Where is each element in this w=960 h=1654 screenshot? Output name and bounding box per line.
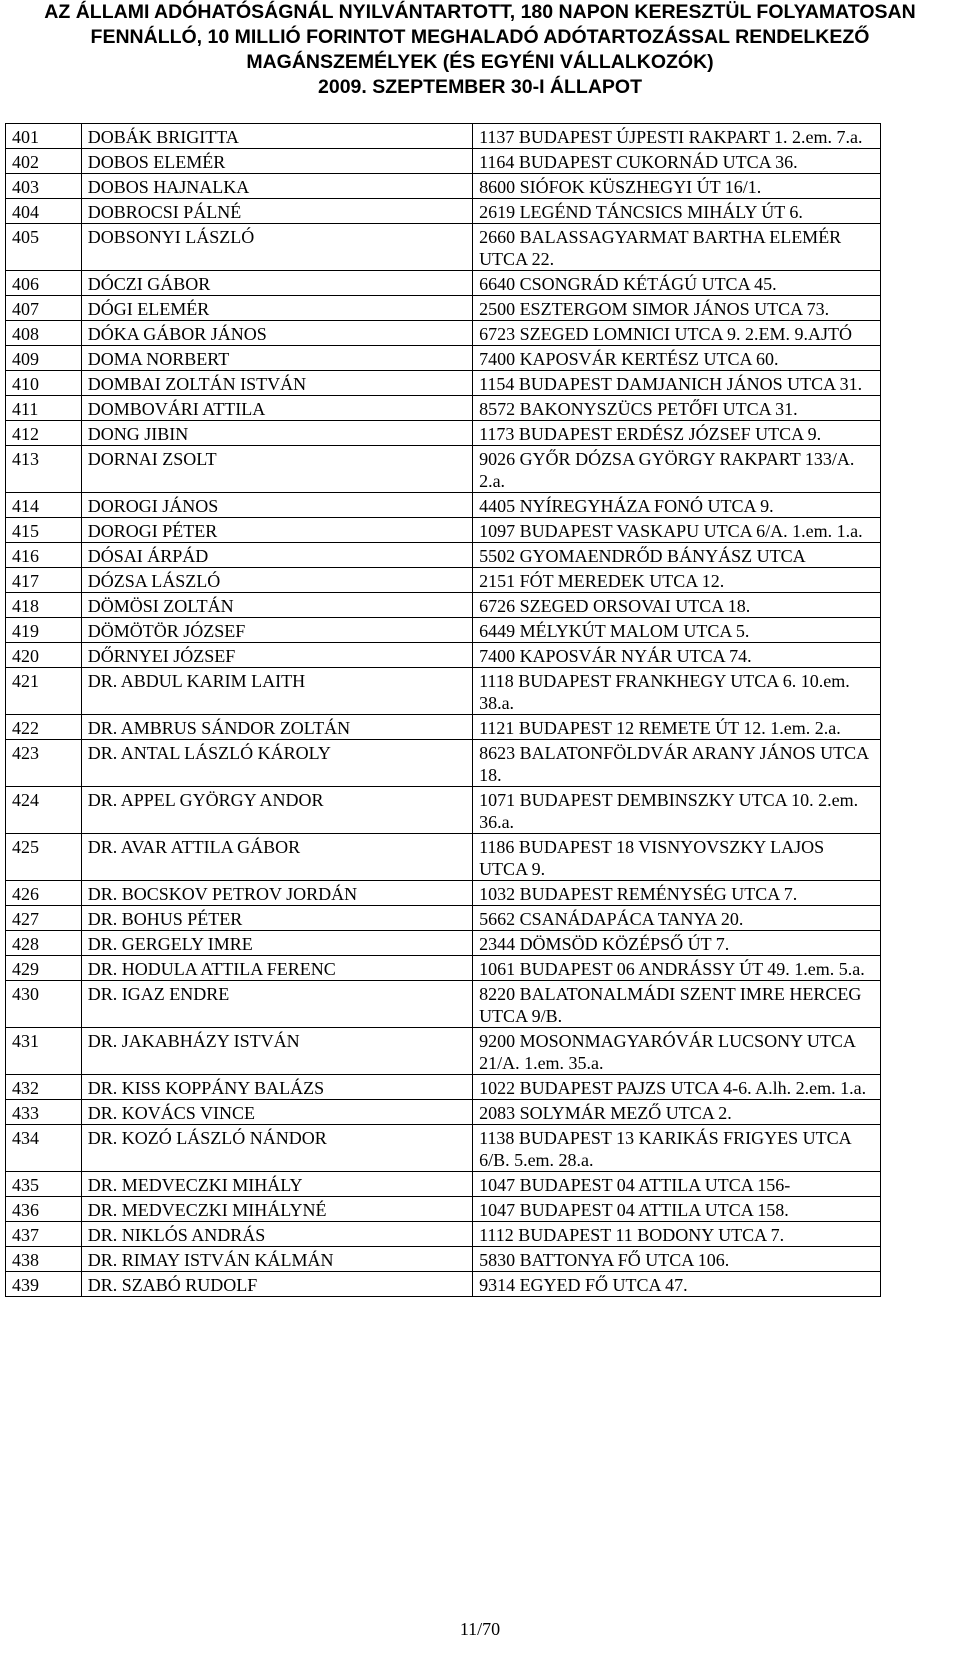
row-number: 419	[6, 618, 82, 643]
row-number: 407	[6, 296, 82, 321]
taxpayer-address: 2083 SOLYMÁR MEZŐ UTCA 2.	[473, 1100, 881, 1125]
taxpayer-address: 8623 BALATONFÖLDVÁR ARANY JÁNOS UTCA 18.	[473, 740, 881, 787]
header-line-1: AZ ÁLLAMI ADÓHATÓSÁGNÁL NYILVÁNTARTOTT, 180 NAPON KERESZTÜL FOLYAMATOSAN	[44, 1, 916, 23]
taxpayer-address: 1186 BUDAPEST 18 VISNYOVSZKY LAJOS UTCA 9.	[473, 834, 881, 881]
row-number: 417	[6, 568, 82, 593]
table-row	[6, 593, 881, 618]
row-number: 438	[6, 1247, 82, 1272]
table-row	[6, 1075, 881, 1100]
row-number: 404	[6, 199, 82, 224]
table-row	[6, 1172, 881, 1197]
table-row	[6, 834, 881, 881]
row-number: 423	[6, 740, 82, 787]
taxpayer-address: 8572 BAKONYSZÜCS PETŐFI UTCA 31.	[473, 396, 881, 421]
row-number: 435	[6, 1172, 82, 1197]
taxpayer-address: 1121 BUDAPEST 12 REMETE ÚT 12. 1.em. 2.a.	[473, 715, 881, 740]
table-row	[6, 271, 881, 296]
table-row	[6, 124, 881, 149]
table-row	[6, 174, 881, 199]
header-line-4: 2009. SZEPTEMBER 30-I ÁLLAPOT	[318, 76, 642, 98]
taxpayer-name: DORNAI ZSOLT	[81, 446, 472, 493]
taxpayer-address: 9314 EGYED FŐ UTCA 47.	[473, 1272, 881, 1297]
taxpayer-name: DR. AVAR ATTILA GÁBOR	[81, 834, 472, 881]
row-number: 432	[6, 1075, 82, 1100]
row-number: 413	[6, 446, 82, 493]
taxpayer-address: 1071 BUDAPEST DEMBINSZKY UTCA 10. 2.em. 36.a.	[473, 787, 881, 834]
table-row	[6, 296, 881, 321]
taxpayer-name: DR. GERGELY IMRE	[81, 931, 472, 956]
table-row	[6, 981, 881, 1028]
table-row	[6, 643, 881, 668]
taxpayer-name: DÓSAI ÁRPÁD	[81, 543, 472, 568]
taxpayer-name: DONG JIBIN	[81, 421, 472, 446]
taxpayer-address: 1154 BUDAPEST DAMJANICH JÁNOS UTCA 31.	[473, 371, 881, 396]
taxpayer-address: 6640 CSONGRÁD KÉTÁGÚ UTCA 45.	[473, 271, 881, 296]
table-row	[6, 371, 881, 396]
row-number: 403	[6, 174, 82, 199]
table-row	[6, 906, 881, 931]
row-number: 430	[6, 981, 82, 1028]
row-number: 414	[6, 493, 82, 518]
row-number: 410	[6, 371, 82, 396]
taxpayer-address: 1164 BUDAPEST CUKORNÁD UTCA 36.	[473, 149, 881, 174]
table-row	[6, 668, 881, 715]
row-number: 429	[6, 956, 82, 981]
taxpayer-name: DR. JAKABHÁZY ISTVÁN	[81, 1028, 472, 1075]
taxpayer-name: DÓGI ELEMÉR	[81, 296, 472, 321]
table-row	[6, 618, 881, 643]
table-row	[6, 1028, 881, 1075]
row-number: 428	[6, 931, 82, 956]
row-number: 431	[6, 1028, 82, 1075]
taxpayer-name: DOBOS HAJNALKA	[81, 174, 472, 199]
taxpayer-address: 8220 BALATONALMÁDI SZENT IMRE HERCEG UTCA 9/B.	[473, 981, 881, 1028]
taxpayer-name: DÖMÖSI ZOLTÁN	[81, 593, 472, 618]
table-row	[6, 396, 881, 421]
taxpayer-address: 4405 NYÍREGYHÁZA FONÓ UTCA 9.	[473, 493, 881, 518]
taxpayer-address: 2151 FÓT MEREDEK UTCA 12.	[473, 568, 881, 593]
taxpayer-name: DOMA NORBERT	[81, 346, 472, 371]
table-row	[6, 446, 881, 493]
taxpayer-name: DR. KOZÓ LÁSZLÓ NÁNDOR	[81, 1125, 472, 1172]
taxpayer-name: DR. KOVÁCS VINCE	[81, 1100, 472, 1125]
debtor-table	[5, 123, 881, 1297]
row-number: 434	[6, 1125, 82, 1172]
taxpayer-name: DR. NIKLÓS ANDRÁS	[81, 1222, 472, 1247]
taxpayer-address: 2660 BALASSAGYARMAT BARTHA ELEMÉR UTCA 22.	[473, 224, 881, 271]
taxpayer-name: DR. APPEL GYÖRGY ANDOR	[81, 787, 472, 834]
table-row	[6, 421, 881, 446]
row-number: 409	[6, 346, 82, 371]
row-number: 401	[6, 124, 82, 149]
row-number: 415	[6, 518, 82, 543]
taxpayer-name: DOMBOVÁRI ATTILA	[81, 396, 472, 421]
taxpayer-address: 1032 BUDAPEST REMÉNYSÉG UTCA 7.	[473, 881, 881, 906]
row-number: 411	[6, 396, 82, 421]
taxpayer-address: 5830 BATTONYA FŐ UTCA 106.	[473, 1247, 881, 1272]
taxpayer-name: DÓKA GÁBOR JÁNOS	[81, 321, 472, 346]
taxpayer-address: 2344 DÖMSÖD KÖZÉPSŐ ÚT 7.	[473, 931, 881, 956]
taxpayer-address: 1112 BUDAPEST 11 BODONY UTCA 7.	[473, 1222, 881, 1247]
table-row	[6, 1125, 881, 1172]
taxpayer-name: DŐRNYEI JÓZSEF	[81, 643, 472, 668]
table-row	[6, 740, 881, 787]
taxpayer-address: 2619 LEGÉND TÁNCSICS MIHÁLY ÚT 6.	[473, 199, 881, 224]
table-row	[6, 493, 881, 518]
taxpayer-address: 5662 CSANÁDAPÁCA TANYA 20.	[473, 906, 881, 931]
row-number: 421	[6, 668, 82, 715]
taxpayer-name: DÓZSA LÁSZLÓ	[81, 568, 472, 593]
row-number: 418	[6, 593, 82, 618]
row-number: 427	[6, 906, 82, 931]
taxpayer-name: DR. MEDVECZKI MIHÁLY	[81, 1172, 472, 1197]
table-row	[6, 543, 881, 568]
taxpayer-name: DÓCZI GÁBOR	[81, 271, 472, 296]
table-row	[6, 1197, 881, 1222]
taxpayer-name: DR. SZABÓ RUDOLF	[81, 1272, 472, 1297]
row-number: 422	[6, 715, 82, 740]
taxpayer-name: DR. RIMAY ISTVÁN KÁLMÁN	[81, 1247, 472, 1272]
row-number: 425	[6, 834, 82, 881]
taxpayer-name: DR. IGAZ ENDRE	[81, 981, 472, 1028]
table-row	[6, 931, 881, 956]
header-line-3: MAGÁNSZEMÉLYEK (ÉS EGYÉNI VÁLLALKOZÓK)	[246, 51, 714, 73]
table-row	[6, 518, 881, 543]
table-row	[6, 787, 881, 834]
taxpayer-name: DR. BOHUS PÉTER	[81, 906, 472, 931]
table-row	[6, 568, 881, 593]
table-row	[6, 956, 881, 981]
taxpayer-name: DOBSONYI LÁSZLÓ	[81, 224, 472, 271]
taxpayer-name: DOROGI PÉTER	[81, 518, 472, 543]
taxpayer-name: DR. MEDVECZKI MIHÁLYNÉ	[81, 1197, 472, 1222]
table-row	[6, 224, 881, 271]
taxpayer-address: 6723 SZEGED LOMNICI UTCA 9. 2.EM. 9.AJTÓ	[473, 321, 881, 346]
table-row	[6, 881, 881, 906]
taxpayer-address: 9200 MOSONMAGYARÓVÁR LUCSONY UTCA 21/A. 1.em. 35.a.	[473, 1028, 881, 1075]
taxpayer-address: 2500 ESZTERGOM SIMOR JÁNOS UTCA 73.	[473, 296, 881, 321]
page-number: 11/70	[459, 1619, 501, 1639]
taxpayer-address: 6449 MÉLYKÚT MALOM UTCA 5.	[473, 618, 881, 643]
table-row	[6, 1247, 881, 1272]
taxpayer-address: 1047 BUDAPEST 04 ATTILA UTCA 158.	[473, 1197, 881, 1222]
taxpayer-name: DOMBAI ZOLTÁN ISTVÁN	[81, 371, 472, 396]
taxpayer-address: 1022 BUDAPEST PAJZS UTCA 4-6. A.lh. 2.em. 1.a.	[473, 1075, 881, 1100]
taxpayer-address: 1097 BUDAPEST VASKAPU UTCA 6/A. 1.em. 1.a.	[473, 518, 881, 543]
table-row	[6, 321, 881, 346]
taxpayer-address: 1137 BUDAPEST ÚJPESTI RAKPART 1. 2.em. 7.a.	[473, 124, 881, 149]
taxpayer-address: 8600 SIÓFOK KÜSZHEGYI ÚT 16/1.	[473, 174, 881, 199]
row-number: 412	[6, 421, 82, 446]
row-number: 436	[6, 1197, 82, 1222]
document-header	[0, 0, 960, 100]
row-number: 433	[6, 1100, 82, 1125]
taxpayer-name: DÖMÖTÖR JÓZSEF	[81, 618, 472, 643]
table-row	[6, 715, 881, 740]
row-number: 437	[6, 1222, 82, 1247]
table-row	[6, 1222, 881, 1247]
row-number: 405	[6, 224, 82, 271]
row-number: 402	[6, 149, 82, 174]
taxpayer-name: DR. BOCSKOV PETROV JORDÁN	[81, 881, 472, 906]
taxpayer-address: 7400 KAPOSVÁR KERTÉSZ UTCA 60.	[473, 346, 881, 371]
table-row	[6, 1272, 881, 1297]
row-number: 439	[6, 1272, 82, 1297]
taxpayer-name: DR. HODULA ATTILA FERENC	[81, 956, 472, 981]
row-number: 416	[6, 543, 82, 568]
row-number: 426	[6, 881, 82, 906]
table-row	[6, 346, 881, 371]
taxpayer-address: 7400 KAPOSVÁR NYÁR UTCA 74.	[473, 643, 881, 668]
row-number: 424	[6, 787, 82, 834]
row-number: 406	[6, 271, 82, 296]
taxpayer-address: 1061 BUDAPEST 06 ANDRÁSSY ÚT 49. 1.em. 5.a.	[473, 956, 881, 981]
header-line-2: FENNÁLLÓ, 10 MILLIÓ FORINTOT MEGHALADÓ ADÓTARTOZÁSSAL RENDELKEZŐ	[90, 26, 870, 48]
taxpayer-address: 1047 BUDAPEST 04 ATTILA UTCA 156-	[473, 1172, 881, 1197]
row-number: 408	[6, 321, 82, 346]
taxpayer-name: DOBROCSI PÁLNÉ	[81, 199, 472, 224]
table-row	[6, 149, 881, 174]
taxpayer-name: DR. ABDUL KARIM LAITH	[81, 668, 472, 715]
taxpayer-address: 9026 GYŐR DÓZSA GYÖRGY RAKPART 133/A. 2.a.	[473, 446, 881, 493]
taxpayer-address: 1138 BUDAPEST 13 KARIKÁS FRIGYES UTCA 6/B. 5.em. 28.a.	[473, 1125, 881, 1172]
taxpayer-address: 1173 BUDAPEST ERDÉSZ JÓZSEF UTCA 9.	[473, 421, 881, 446]
taxpayer-name: DOBÁK BRIGITTA	[81, 124, 472, 149]
taxpayer-name: DOROGI JÁNOS	[81, 493, 472, 518]
table-row	[6, 199, 881, 224]
table-row	[6, 1100, 881, 1125]
row-number: 420	[6, 643, 82, 668]
taxpayer-address: 6726 SZEGED ORSOVAI UTCA 18.	[473, 593, 881, 618]
taxpayer-name: DR. ANTAL LÁSZLÓ KÁROLY	[81, 740, 472, 787]
taxpayer-name: DR. AMBRUS SÁNDOR ZOLTÁN	[81, 715, 472, 740]
taxpayer-address: 1118 BUDAPEST FRANKHEGY UTCA 6. 10.em. 38.a.	[473, 668, 881, 715]
taxpayer-name: DOBOS ELEMÉR	[81, 149, 472, 174]
taxpayer-address: 5502 GYOMAENDRŐD BÁNYÁSZ UTCA	[473, 543, 881, 568]
taxpayer-name: DR. KISS KOPPÁNY BALÁZS	[81, 1075, 472, 1100]
